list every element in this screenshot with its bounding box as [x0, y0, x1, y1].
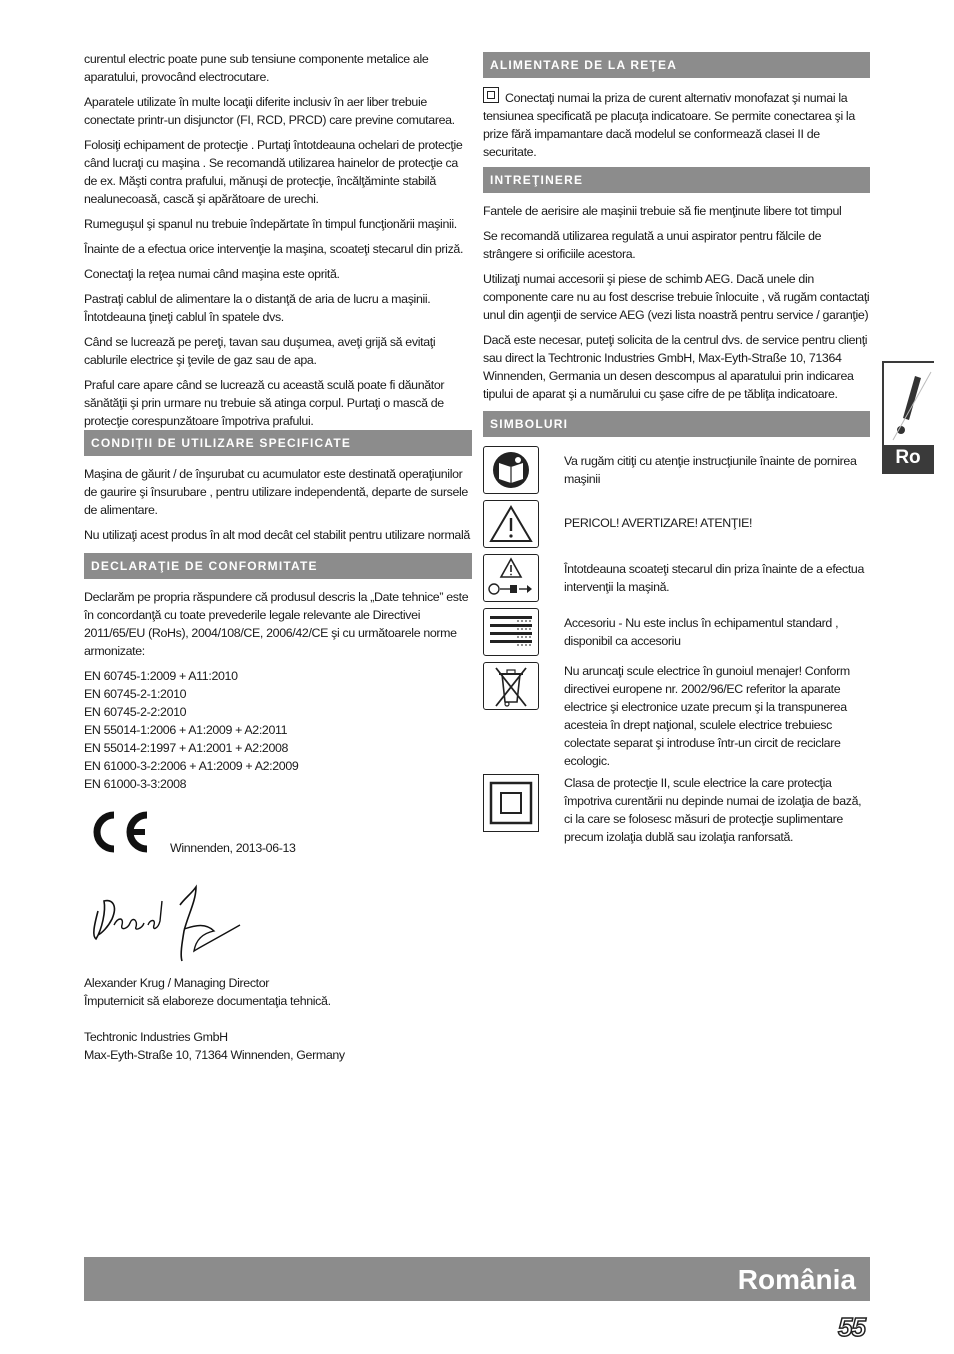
symbol-row — [483, 554, 870, 602]
conditii-paragraph: Maşina de găurit / de înşurubat cu acumulator este destinată operaţiunilor de gaurire şi însurubare , pentru utilizare independentă, departe de sursele de alimentare. — [84, 467, 468, 517]
safety-paragraph: Conectaţi la reţea numai când maşina este oprită. — [84, 267, 340, 281]
warning-triangle-icon — [483, 500, 539, 548]
read-manual-icon — [483, 446, 539, 494]
safety-paragraph: Pastraţi cablul de alimentare la o distanţă de aria de lucru a maşinii. Întotdeauna ţineţi cablul în spatele dvs. — [84, 292, 431, 324]
signer-line: Alexander Krug / Managing Director — [84, 976, 270, 990]
weee-bin-icon — [483, 662, 539, 710]
safety-paragraph: Înainte de a efectua orice intervenţie la maşina, scoateţi stecarul din priză. — [84, 242, 464, 256]
intretinere-paragraph: Utilizaţi numai accesorii şi piese de schimb AEG. Dacă unele din componente care nu au fost descrise trebuie înlocuite , vă rugăm contactaţi unul din agenţii de service AEG (vezi lista noastră pentru service / garanţie) — [483, 272, 870, 322]
class-ii-icon — [483, 774, 539, 832]
signature-image — [84, 881, 254, 967]
standard-item: EN 60745-1:2009 + A11:2010 — [84, 669, 238, 683]
safety-paragraph: Aparatele utilizate în multe locaţii diferite inclusiv în aer liber trebuie conectate printr-un disjunctor (FI, RCD, PRCD) care previne comutarea. — [84, 95, 455, 127]
section-heading-intretinere: INTREŢINERE — [483, 167, 870, 193]
right-column — [483, 52, 870, 852]
ce-mark-icon — [84, 807, 152, 857]
symbol-row — [483, 446, 870, 494]
intretinere-paragraph: Se recomandă utilizarea regulată a unui aspirator pentru fălcile de strângere si orificiile acestora. — [483, 229, 822, 261]
exclamation-icon — [884, 363, 934, 445]
symbol-row — [483, 662, 870, 770]
symbol-text: Nu aruncaţi scule electrice în gunoiul menajer! Conform directivei europene nr. 2002/96/EC referitor la aparate electrice şi electronice uzate precum şi la transpunerea acesteia în drept naţional, sculele electrice trebuiesc colectate separat şi introduse într-un circit de reciclare ecologic. — [564, 664, 850, 768]
section-heading-declaratie: DECLARAŢIE DE CONFORMITATE — [84, 553, 472, 579]
left-column — [84, 50, 472, 1064]
authorized-line: Împuternicit să elaboreze documentaţia tehnică. — [84, 994, 331, 1008]
standard-item: EN 60745-2-1:2010 — [84, 687, 187, 701]
safety-paragraph: Rumeguşul şi spanul nu trebuie îndepărtate în timpul funcţionării maşinii. — [84, 217, 457, 231]
symbol-row — [483, 774, 870, 846]
symbol-text: Accesoriu - Nu este inclus în echipamentul standard , disponibil ca accesoriu — [564, 616, 839, 648]
safety-paragraph: curentul electric poate pune sub tensiune componente metalice ale aparatului, provocând electrocutare. — [84, 52, 429, 84]
standards-list — [84, 667, 472, 793]
safety-paragraph: Praful care apare când se lucrează cu această sculă poate fi dăunător sănătăţii şi prin urmare nu trebuie să atinga corpul. Purtaţi o mască de protecţie corespunzătoare împotriva prafului. — [84, 378, 445, 428]
company-address: Max-Eyth-Straße 10, 71364 Winnenden, Germany — [84, 1048, 345, 1062]
symbol-text: PERICOL! AVERTIZARE! ATENŢIE! — [564, 516, 753, 530]
alimentare-text: Conectaţi numai la priza de curent alternativ monofazat şi numai la tensiunea specificată pe placuţa indicatoare. Se permite conectarea şi la prize fără impamantare dacă modelul se conformează clasei II de securitate. — [483, 91, 855, 159]
place-date: Winnenden, 2013-06-13 — [170, 841, 296, 855]
symbol-text: Clasa de protecţie II, scule electrice la care protecţia împotriva curentării nu depinde numai de izolaţia de bază, ci la care se folosesc măsuri de protecţie suplimentare precum izolaţia dublă sau izolaţia ranforsată. — [564, 776, 862, 844]
section-heading-simboluri: SIMBOLURI — [483, 411, 870, 437]
language-code: Ro — [895, 447, 921, 468]
standard-item: EN 55014-1:2006 + A1:2009 + A2:2011 — [84, 723, 288, 737]
language-tab — [882, 361, 934, 474]
standard-item: EN 55014-2:1997 + A1:2001 + A2:2008 — [84, 741, 289, 755]
standard-item: EN 60745-2-2:2010 — [84, 705, 187, 719]
ce-block — [84, 807, 472, 877]
section-heading-conditii: CONDIŢII DE UTILIZARE SPECIFICATE — [84, 430, 472, 456]
footer-bar — [84, 1257, 870, 1301]
symbol-row — [483, 608, 870, 656]
safety-paragraph: Folosiţi echipament de protecţie . Purtaţi întotdeauna ochelari de protecţie când lucraţi cu maşina . Se recomandă utilizarea hainelor de protecţie ca de ex. Măşti contra prafului, mănuşi de protecţie, încălţăminte stabilă nealunecoasă, cască şi apărătoare de urechi. — [84, 138, 463, 206]
alimentare-paragraph — [483, 87, 870, 161]
symbol-text: Întotdeauna scoateţi stecarul din priza înainte de a efectua intervenţii la maşină. — [564, 562, 864, 594]
conditii-paragraph: Nu utilizaţi acest produs în alt mod decât cel stabilit pentru utilizare normală — [84, 528, 470, 542]
intretinere-paragraph: Dacă este necesar, puteţi solicita de la centrul dvs. de service pentru clienţi sau direct la Techtronic Industries GmbH, Max-Eyth-Straße 10, 71364 Winnenden, Germania un desen descompus al aparatului prin indicarea tipului de aparat şi a numărului cu şase cifre de pe tăbliţa indicatoare. — [483, 333, 868, 401]
unplug-warning-icon — [483, 554, 539, 602]
symbol-text: Va rugăm citiţi cu atenţie instrucţiunile înainte de pornirea maşinii — [564, 454, 857, 486]
standard-item: EN 61000-3-2:2006 + A1:2009 + A2:2009 — [84, 759, 299, 773]
symbol-row — [483, 500, 870, 548]
section-heading-alimentare: ALIMENTARE DE LA REŢEA — [483, 52, 870, 78]
class-ii-small-icon — [483, 87, 499, 103]
accessory-icon — [483, 608, 539, 656]
declaratie-paragraph: Declarăm pe propria răspundere că produsul descris la „Date tehnice” este în concordanţă cu toate prevederile legale relevante ale Directivei 2011/65/EU (RoHs), 2004/108/CE, 2006/42/CE şi cu următoarele norme armonizate: — [84, 590, 469, 658]
company-name: Techtronic Industries GmbH — [84, 1030, 228, 1044]
safety-paragraph: Când se lucrează pe pereţi, tavan sau duşumea, aveţi grijă să evitaţi cablurile electrice şi ţevile de gaz sau de apa. — [84, 335, 436, 367]
intretinere-paragraph: Fantele de aerisire ale maşinii trebuie să fie menţinute libere tot timpul — [483, 204, 842, 218]
page-number: 55 — [838, 1312, 865, 1342]
language-title: România — [737, 1264, 856, 1295]
standard-item: EN 61000-3-3:2008 — [84, 777, 187, 791]
